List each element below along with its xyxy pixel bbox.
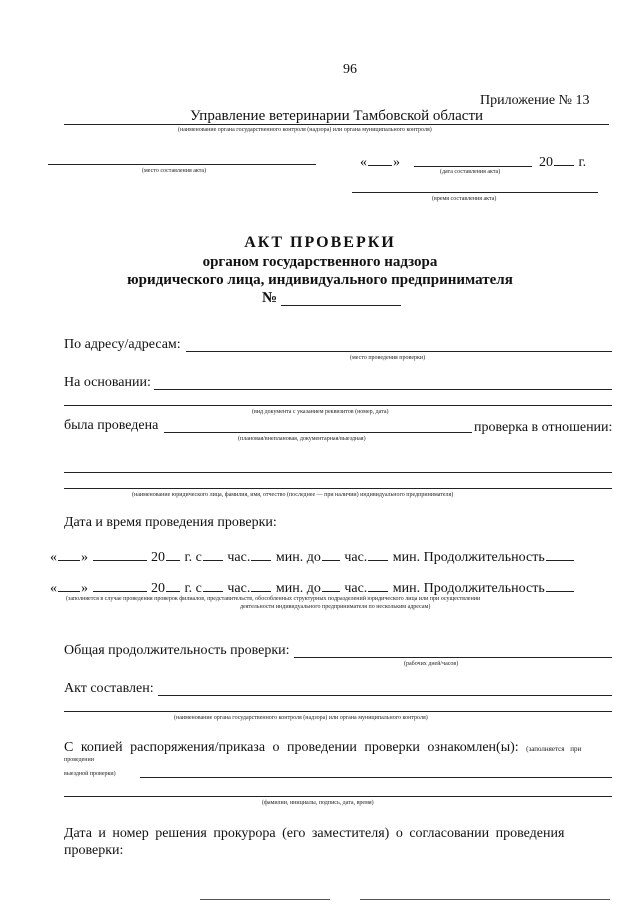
place-line [48,164,316,165]
bottom-line-2 [360,899,610,900]
copy-line-1 [140,777,612,778]
dt2-hour2: час. [344,581,368,596]
basis-caption: (вид документа с указанием реквизитов (номер, дата) [252,409,389,415]
date-close-quote: » [393,155,400,170]
date-caption: (дата составления акта) [440,169,501,175]
page-number: 96 [343,62,357,77]
dt2-day-blank [58,579,80,592]
dt1-from-min-blank [251,548,271,561]
dt2-open-quote: « [50,581,57,596]
subject-caption: (наименование юридического лица, фамилия, имя, отчество (последнее — при наличии) индивидуального предпринимателя) [132,492,454,498]
dt1-duration-blank [546,548,574,561]
dt2-hour: час. [227,581,251,596]
copy-note-1: (заполняется при [526,745,582,753]
bottom-line [200,899,330,900]
address-line [186,351,612,352]
dt1-min-to: мин. до [275,550,321,565]
date-year-prefix: 20 [539,155,553,170]
dt2-to-hour-blank [322,579,340,592]
dt1-day-blank [58,548,80,561]
address-caption: (место проведения проверки) [350,355,426,361]
act-by-line-2 [64,711,612,712]
dt1-hour: час. [227,550,251,565]
total-duration-line [294,657,612,658]
dt2-g-s: г. с [184,581,202,596]
date-row [360,153,400,171]
dt2-year-blank [166,579,180,592]
copy-line-2 [64,796,612,797]
branches-caption-1: (заполняется в случае проведения проверок филиалов, представительств, обособленных структурных подразделений юридического лица или при осуществлении [66,596,481,602]
dt1-from-hour-blank [203,548,223,561]
date-day-blank [368,153,392,166]
copy-main-text: С копией распоряжения/приказа о проведении проверки ознакомлен(ы): [64,740,519,755]
time-line [352,192,598,193]
dt1-to-hour-blank [322,548,340,561]
datetime-label: Дата и время проведения проверки: [64,515,277,530]
act-by-line-1 [158,695,612,696]
act-number-sign: № [262,290,278,306]
date-year-blank [554,153,574,166]
total-duration-label: Общая продолжительность проверки: [64,643,290,658]
subject-line-2 [64,488,612,489]
dt1-close-quote: » [81,550,88,565]
conducted-line [164,432,472,433]
dt2-month-blank [93,579,147,592]
dt2-year: 20 [151,581,165,596]
authority-name: Управление ветеринарии Тамбовской области [190,108,484,124]
act-by-label: Акт составлен: [64,681,154,696]
act-subtitle-2: юридического лица, индивидуального предпринимателя [127,272,513,288]
prosecutor-line-1: Дата и номер решения прокурора (его заместителя) о согласовании проведения [64,826,565,841]
conducted-label: была проведена [64,418,159,433]
dt2-from-hour-blank [203,579,223,592]
conducted-suffix: проверка в отношении: [474,420,613,435]
authority-caption: (наименование органа государственного контроля (надзора) или органа муниципального контроля) [178,127,432,133]
dt1-open-quote: « [50,550,57,565]
datetime-row-2 [50,579,575,597]
authority-line [64,124,609,125]
copy-caption: (фамилии, инициалы, подпись, дата, время) [262,800,374,806]
copy-note-3: выездной проверки) [64,771,116,777]
date-year [539,153,586,171]
dt1-year: 20 [151,550,165,565]
date-year-suffix: г. [578,155,587,170]
basis-label: На основании: [64,375,151,390]
act-subtitle-1: органом государственного надзора [202,254,438,270]
datetime-row-1 [50,548,575,566]
date-open-quote: « [360,155,367,170]
dt2-min: мин. Продолжительность [392,581,545,596]
copy-text [64,740,581,756]
dt1-to-min-blank [368,548,388,561]
dt2-close-quote: » [81,581,88,596]
dt1-g-s: г. с [184,550,202,565]
act-by-caption: (наименование органа государственного контроля (надзора) или органа муниципального контроля) [174,715,428,721]
dt2-to-min-blank [368,579,388,592]
copy-note-2: проведении [64,757,94,763]
address-label: По адресу/адресам: [64,337,181,352]
dt1-hour2: час. [344,550,368,565]
act-title: АКТ ПРОВЕРКИ [244,234,396,251]
appendix-label: Приложение № 13 [480,93,590,108]
dt1-month-blank [93,548,147,561]
subject-line-1 [64,472,612,473]
act-number-line [281,305,401,306]
dt2-min-to: мин. до [275,581,321,596]
conducted-caption: (плановая/внеплановая, документарная/выездная) [238,436,366,442]
dt2-from-min-blank [251,579,271,592]
dt2-duration-blank [546,579,574,592]
branches-caption-2: деятельности индивидуального предпринимателя по нескольким адресам) [240,604,431,610]
dt1-min: мин. Продолжительность [392,550,545,565]
prosecutor-line-2: проверки: [64,843,124,858]
basis-line-2 [64,405,612,406]
basis-line-1 [154,389,612,390]
place-caption: (место составления акта) [142,168,207,174]
date-month-line [414,166,532,167]
time-caption: (время составления акта) [432,196,497,202]
dt1-year-blank [166,548,180,561]
total-duration-caption: (рабочих дней/часов) [404,661,459,667]
